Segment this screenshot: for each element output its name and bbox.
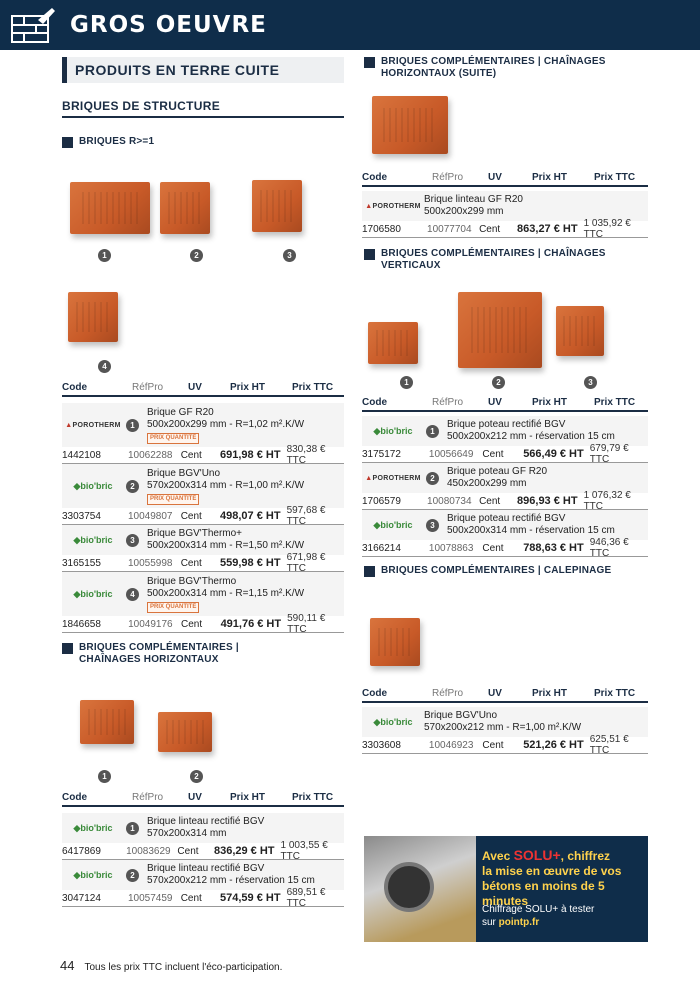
price-ht: 559,98 € HT <box>220 557 281 569</box>
product-ref: 10049176 <box>128 618 173 630</box>
ad-headline: Avec SOLU+, chiffrez la mise en œuvre de vos bétons en moins de 5 minutes <box>482 847 622 908</box>
table-row <box>362 416 648 463</box>
product-uv: Cent <box>181 618 203 630</box>
product-name: Brique poteau rectifié BGV <box>447 419 566 430</box>
brand-logo: ▲POROTHERM <box>365 202 421 210</box>
product-name: Brique BGV'Thermo <box>147 575 237 587</box>
product-uv: Cent <box>482 542 504 554</box>
price-ht: 836,29 € HT <box>213 845 275 857</box>
table-header: Code RéfPro UV Prix HT Prix TTC <box>62 792 344 807</box>
prix-quantite-badge: PRIX QUANTITÉ <box>147 494 199 505</box>
product-spec: 570x200x212 mm - R=1,00 m².K/W <box>424 722 582 733</box>
product-image-poteau-3 <box>556 306 604 356</box>
table-row <box>62 572 344 633</box>
price-ht: 574,59 € HT <box>220 892 281 904</box>
product-image-linteau-gf-r20 <box>372 96 448 154</box>
product-name: Brique linteau GF R20 <box>424 194 523 205</box>
product-spec: 570x200x212 mm - réservation 15 cm <box>147 875 315 886</box>
brand-logo: ◆bio'bric <box>373 519 413 530</box>
product-number: 4 <box>126 588 139 601</box>
price-table <box>62 792 344 907</box>
col-uv: UV <box>188 382 202 393</box>
table-row <box>362 463 648 510</box>
subsection-title: BRIQUES DE STRUCTURE <box>62 99 344 118</box>
product-spec: 500x200x212 mm - réservation 15 cm <box>447 431 615 442</box>
product-image-poteau-2 <box>458 292 542 368</box>
price-ttc: 1 003,55 € TTC <box>280 840 328 862</box>
product-number: 1 <box>426 425 439 438</box>
product-uv: Cent <box>479 223 501 235</box>
table-row <box>62 403 344 464</box>
category-label: BRIQUES COMPLÉMENTAIRES | CHAÎNAGES HORIZONTAUX <box>79 642 239 665</box>
product-code: 6417869 <box>62 845 101 857</box>
category-heading <box>364 56 648 80</box>
square-icon <box>364 249 375 260</box>
product-spec: 500x200x314 mm - R=1,50 m².K/W <box>147 540 305 551</box>
figure-number: 1 <box>98 249 111 262</box>
page-title: GROS OEUVRE <box>70 12 267 38</box>
product-name: Brique poteau rectifié BGV <box>447 513 566 524</box>
product-uv: Cent <box>482 739 504 751</box>
price-table <box>362 172 648 238</box>
product-ref: 10062288 <box>127 449 173 461</box>
product-number: 2 <box>126 480 139 493</box>
product-uv: Cent <box>177 845 199 857</box>
ad-link[interactable]: pointp.fr <box>498 917 540 928</box>
product-ref: 10056649 <box>428 448 474 460</box>
figure-number: 1 <box>98 770 111 783</box>
product-spec: 450x200x299 mm <box>447 478 527 489</box>
price-ttc: 625,51 € TTC <box>589 734 629 756</box>
product-ref: 10080734 <box>427 495 472 507</box>
price-ttc: 1 035,92 € TTC <box>583 218 631 240</box>
product-image-brique-bgv-uno <box>160 182 210 234</box>
table-row <box>62 813 344 860</box>
product-ref: 10083629 <box>126 845 171 857</box>
product-spec: 570x200x314 mm - R=1,00 m².K/W <box>147 479 305 491</box>
price-ht: 896,93 € HT <box>517 495 578 507</box>
col-ht: Prix HT <box>230 382 266 393</box>
square-icon <box>364 57 375 68</box>
section-title: PRODUITS EN TERRE CUITE <box>62 57 344 83</box>
product-uv: Cent <box>180 892 202 904</box>
table-header: Code RéfPro UV Prix HT Prix TTC <box>362 688 648 703</box>
price-ttc: 946,36 € TTC <box>589 537 629 559</box>
price-ht: 566,49 € HT <box>523 448 584 460</box>
square-icon <box>364 566 375 577</box>
product-image-poteau-1 <box>368 322 418 364</box>
col-code: Code <box>62 382 87 393</box>
product-number: 2 <box>426 472 439 485</box>
product-spec: 500x200x314 mm - réservation 15 cm <box>447 525 615 536</box>
page-header <box>0 0 700 50</box>
product-uv: Cent <box>479 495 501 507</box>
brand-logo: ◆bio'bric <box>73 588 113 599</box>
product-ref: 10077704 <box>427 223 472 235</box>
product-image-brique-bgv-thermo <box>68 292 118 342</box>
product-name: Brique BGV'Uno <box>147 467 221 479</box>
brand-logo: ◆bio'bric <box>373 716 413 727</box>
table-header <box>62 382 344 397</box>
figure-number: 1 <box>400 376 413 389</box>
ad-cta: Chiffrage SOLU+ à tester sur pointp.fr <box>482 904 595 928</box>
prix-quantite-badge: PRIX QUANTITÉ <box>147 433 199 444</box>
product-code: 1846658 <box>62 618 101 630</box>
solu-plus-ad-banner[interactable] <box>364 836 648 942</box>
category-heading <box>364 248 648 272</box>
table-row <box>362 510 648 557</box>
price-ttc: 597,68 € TTC <box>286 505 326 527</box>
product-spec: 500x200x299 mm <box>424 206 504 217</box>
category-heading <box>62 642 344 666</box>
product-uv: Cent <box>180 449 202 461</box>
product-ref: 10078863 <box>428 542 474 554</box>
product-code: 1442108 <box>62 449 101 461</box>
category-heading <box>364 565 648 577</box>
figure-number: 3 <box>283 249 296 262</box>
category-label: BRIQUES COMPLÉMENTAIRES | CHAÎNAGES VERTICAUX <box>381 248 606 271</box>
table-row <box>62 525 344 572</box>
product-number: 3 <box>126 534 139 547</box>
product-spec: 500x200x314 mm - R=1,15 m².K/W <box>147 587 305 599</box>
price-ttc: 1 076,32 € TTC <box>583 490 631 512</box>
product-uv: Cent <box>180 557 202 569</box>
price-ttc: 590,11 € TTC <box>287 613 326 635</box>
product-name: Brique linteau rectifié BGV <box>147 863 265 874</box>
brand-logo: ◆bio'bric <box>73 869 113 880</box>
page-number: 44 <box>60 958 75 973</box>
brand-logo: ◆bio'bric <box>373 425 413 436</box>
price-table <box>62 382 344 633</box>
product-ref: 10046923 <box>428 739 474 751</box>
product-number: 3 <box>426 519 439 532</box>
table-row <box>62 860 344 907</box>
footer-note: Tous les prix TTC incluent l'éco-participation. <box>84 962 283 973</box>
product-code: 1706580 <box>362 223 401 235</box>
price-ttc: 679,79 € TTC <box>589 443 629 465</box>
product-code: 1706579 <box>362 495 401 507</box>
product-ref: 10057459 <box>127 892 173 904</box>
page-footer <box>60 958 282 973</box>
product-name: Brique GF R20 <box>147 406 214 418</box>
figure-number: 2 <box>190 770 203 783</box>
product-code: 3175172 <box>362 448 401 460</box>
col-ttc: Prix TTC <box>292 382 334 393</box>
category-label: BRIQUES COMPLÉMENTAIRES | CALEPINAGE <box>381 565 612 576</box>
price-ht: 521,26 € HT <box>523 739 584 751</box>
product-image-brique-gf-r20 <box>70 182 150 234</box>
product-uv: Cent <box>180 510 202 522</box>
product-spec: 500x200x299 mm - R=1,02 m².K/W <box>147 418 305 430</box>
price-ttc: 689,51 € TTC <box>286 887 326 909</box>
figure-number: 2 <box>190 249 203 262</box>
brand-logo: ▲POROTHERM <box>65 421 121 429</box>
brand-logo: ▲POROTHERM <box>365 474 421 482</box>
product-number: 2 <box>126 869 139 882</box>
table-header: Code RéfPro UV Prix HT Prix TTC <box>362 172 648 187</box>
product-name: Brique linteau rectifié BGV <box>147 816 265 827</box>
product-name: Brique poteau GF R20 <box>447 466 548 477</box>
product-name: Brique BGV'Uno <box>424 710 498 721</box>
figure-number: 4 <box>98 360 111 373</box>
table-header: Code RéfPro UV Prix HT Prix TTC <box>362 397 648 412</box>
table-row <box>362 707 648 754</box>
product-ref: 10049807 <box>127 510 173 522</box>
prix-quantite-badge: PRIX QUANTITÉ <box>147 602 199 613</box>
brand-logo: ◆bio'bric <box>73 822 113 833</box>
price-table <box>362 688 648 754</box>
price-ht: 863,27 € HT <box>517 223 578 235</box>
category-label: BRIQUES R>=1 <box>79 136 155 147</box>
table-row <box>362 191 648 238</box>
price-table <box>362 397 648 557</box>
square-icon <box>62 643 73 654</box>
product-code: 3047124 <box>62 892 101 904</box>
price-ht: 691,98 € HT <box>220 449 281 461</box>
product-image-bgv-uno-calepinage <box>370 618 420 666</box>
price-ttc: 671,98 € TTC <box>286 552 326 574</box>
price-ht: 498,07 € HT <box>220 510 281 522</box>
product-code: 3303754 <box>62 510 101 522</box>
product-code: 3303608 <box>362 739 401 751</box>
price-ht: 788,63 € HT <box>523 542 584 554</box>
price-ttc: 830,38 € TTC <box>286 444 326 466</box>
figure-number: 3 <box>584 376 597 389</box>
price-ht: 491,76 € HT <box>220 618 282 630</box>
product-image-linteau-1 <box>80 700 134 744</box>
brand-logo: ◆bio'bric <box>73 480 113 491</box>
table-row <box>62 464 344 525</box>
product-image-linteau-2 <box>158 712 212 752</box>
category-label: BRIQUES COMPLÉMENTAIRES | CHAÎNAGES HORIZONTAUX (SUITE) <box>381 56 606 79</box>
category-heading <box>62 136 344 148</box>
product-image-brique-bgv-thermo-plus <box>252 180 302 232</box>
square-icon <box>62 137 73 148</box>
product-name: Brique BGV'Thermo+ <box>147 528 243 539</box>
product-uv: Cent <box>482 448 504 460</box>
col-ref: RéfPro <box>132 382 164 393</box>
brick-trowel-icon <box>10 6 56 46</box>
product-ref: 10055998 <box>127 557 173 569</box>
figure-number: 2 <box>492 376 505 389</box>
concrete-mixer-image <box>364 836 476 942</box>
product-code: 3165155 <box>62 557 101 569</box>
product-number: 1 <box>126 822 139 835</box>
product-spec: 570x200x314 mm <box>147 828 227 839</box>
product-number: 1 <box>126 419 139 432</box>
product-code: 3166214 <box>362 542 401 554</box>
brand-logo: ◆bio'bric <box>73 534 113 545</box>
